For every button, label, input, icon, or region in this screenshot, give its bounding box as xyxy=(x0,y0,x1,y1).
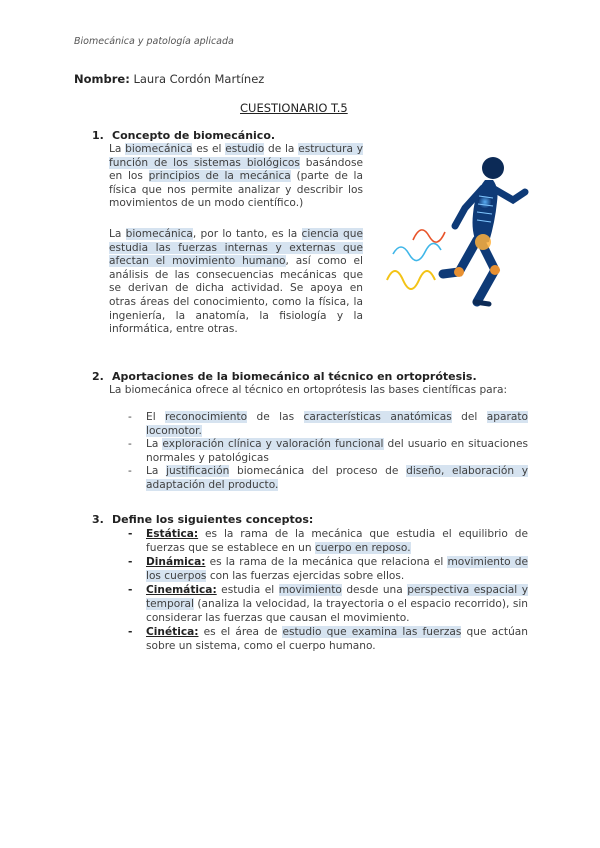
section-heading: Aportaciones de la biomecánico al técnico en ortoprótesis. xyxy=(112,370,477,383)
highlight: estructura y función de los sistemas biológicos xyxy=(109,143,364,169)
list-item xyxy=(128,465,528,492)
skeleton-runner-icon xyxy=(385,152,535,322)
text: La xyxy=(109,143,126,155)
text: de la xyxy=(264,143,299,155)
definition-item xyxy=(128,584,528,625)
definition-item xyxy=(128,556,528,583)
definition-term: Cinemática: xyxy=(146,584,217,597)
document-title: CUESTIONARIO T.5 xyxy=(240,101,348,115)
text: La xyxy=(109,228,126,240)
section-2-intro: La biomecánica ofrece al técnico en ortoprótesis las bases científicas para: xyxy=(109,384,508,396)
highlight: reconocimiento xyxy=(165,411,248,423)
text: (parte de la física que nos permite analizar y describir los movimientos de un modo científico.) xyxy=(109,170,363,210)
definition-item xyxy=(128,626,528,653)
student-name-line xyxy=(74,72,264,86)
text: , por lo tanto, es la xyxy=(192,228,302,240)
text: , así como el análisis de las consecuencias mecánicas que se derivan de dicha actividad. Se apoya en otras áreas del conocimiento, como la física, la ingeniería, la anatomía, la fisiología y la informática, entre otras. xyxy=(109,255,363,336)
highlight: perspectiva espacial y temporal xyxy=(146,584,528,610)
name-value: Laura Cordón Martínez xyxy=(133,72,265,86)
definition-item xyxy=(128,528,528,555)
section-heading: Define los siguientes conceptos: xyxy=(112,513,314,526)
definition-term: Cinética: xyxy=(146,626,199,639)
text: La xyxy=(146,465,167,478)
section-1-title xyxy=(92,129,275,142)
section-number: 2. xyxy=(92,370,104,383)
highlight: justificación xyxy=(166,465,230,478)
section-number: 3. xyxy=(92,513,104,526)
section-3-definitions xyxy=(128,528,528,654)
definition-term: Dinámica: xyxy=(146,556,206,569)
text: biomecánica del proceso de xyxy=(229,465,407,478)
text: es el área de xyxy=(198,626,283,639)
section-number: 1. xyxy=(92,129,104,142)
highlight: estudio xyxy=(225,143,265,155)
highlight: estudio que examina las fuerzas xyxy=(282,626,462,639)
text: con las fuerzas ejercidas sobre ellos. xyxy=(206,569,405,582)
name-label: Nombre: xyxy=(74,72,130,86)
text: del usuario en situaciones normales y patológicas xyxy=(146,438,528,464)
highlight: ciencia que estudia las fuerzas internas y externas que afectan el movimiento humano xyxy=(109,228,363,268)
text: estudia el xyxy=(216,584,279,597)
text: (analiza la velocidad, la trayectoria o el espacio recorrido), sin considerar las fuerzas que causan el movimiento. xyxy=(146,597,528,624)
highlight: aparato locomotor. xyxy=(146,411,528,437)
text: es el xyxy=(192,143,226,155)
section-2-title xyxy=(92,370,477,383)
text: es la rama de la mecánica que relaciona el xyxy=(205,556,448,569)
highlight: principios de la mecánica xyxy=(148,170,291,183)
list-item xyxy=(128,411,528,438)
text: del xyxy=(451,411,487,423)
running-header: Biomecánica y patología aplicada xyxy=(74,36,234,47)
text: que actúan sobre un sistema, como el cuerpo humano. xyxy=(146,626,528,652)
text: de las xyxy=(247,411,304,423)
highlight: exploración clínica y valoración funcional xyxy=(162,438,384,451)
highlight: movimiento de los cuerpos xyxy=(146,556,528,582)
highlight: biomecánica xyxy=(125,143,193,155)
section-1-paragraph-1 xyxy=(109,143,363,211)
section-2-list xyxy=(128,411,528,493)
text: El xyxy=(146,411,166,423)
text: es la rama de la mecánica que estudia el equilibrio de fuerzas que se establece en un xyxy=(146,528,528,554)
text: basándose en los xyxy=(109,156,363,183)
section-3-title xyxy=(92,513,313,526)
definition-term: Estática: xyxy=(146,528,199,540)
highlight: características anatómicas xyxy=(303,411,452,423)
text: La xyxy=(146,438,163,451)
highlight: movimiento xyxy=(278,584,342,597)
highlight: biomecánica xyxy=(125,228,193,240)
section-1-paragraph-2 xyxy=(109,228,363,337)
highlight: diseño, elaboración y adaptación del producto. xyxy=(146,465,528,491)
text: desde una xyxy=(341,584,408,597)
section-heading: Concepto de biomecánico. xyxy=(112,129,276,142)
highlight: cuerpo en reposo. xyxy=(314,541,411,554)
list-item xyxy=(128,438,528,465)
